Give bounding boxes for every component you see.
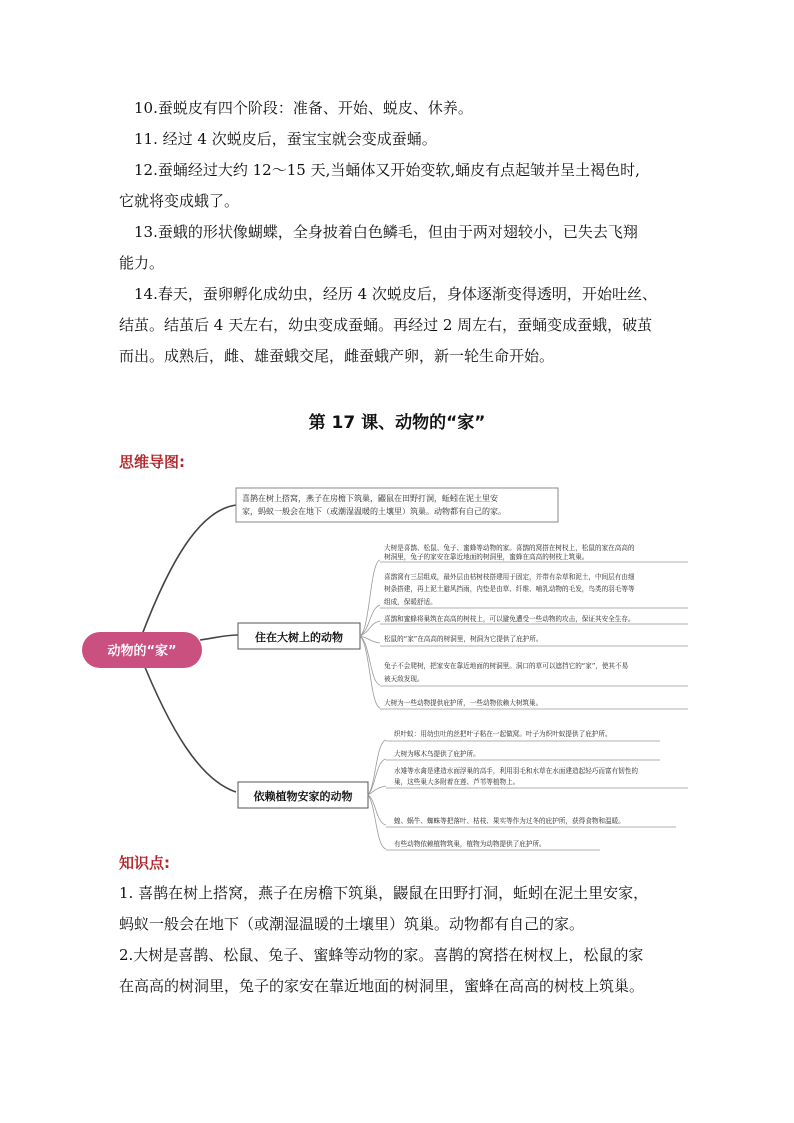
mindmap-heading: 思维导图: xyxy=(119,453,185,471)
top-note-line-1: 喜鹊在树上搭窝，燕子在房檐下筑巢，鼹鼠在田野打洞，蚯蚓在泥土里安 xyxy=(242,494,498,503)
b1-note4-line1: 松鼠的“家”在高高的树洞里，树洞为它提供了庇护所。 xyxy=(384,635,543,643)
b1-note5-line2: 被天敌发现。 xyxy=(384,675,424,683)
connector-branch2 xyxy=(140,655,236,792)
b2-note2-line1: 大树为啄木鸟提供了庇护所。 xyxy=(394,750,480,758)
note-14: 14.春天，蚕卵孵化成幼虫，经历 4 次蜕皮后，身体逐渐变得透明，开始吐丝、 结茧。结茧后 4 天左右，幼虫变成蚕蛹。再经过 2 周左右，蚕蛹变成蚕蛾，破茧 而出。成熟后，雌、雄蚕蛾交尾，雌蚕蛾产卵，新一轮生命开始。 xyxy=(119,285,657,365)
knowledge-point-2: 2.大树是喜鹊、松鼠、兔子、蜜蜂等动物的家。喜鹊的窝搭在树杈上，松鼠的家 在高高的树洞里，兔子的家安在靠近地面的树洞里，蜜蜂在高高的树枝上筑巢。 xyxy=(119,946,645,995)
b2-note4-line1: 蝗、蜗牛、蜘蛛等把落叶、枯枝、果实等作为过冬的庇护所，获得食物和温暖。 xyxy=(394,817,625,825)
branch1-label: 住在大树上的动物 xyxy=(255,631,343,644)
connector-top xyxy=(140,505,236,640)
branch2-connectors xyxy=(368,740,386,849)
b1-note2-line2: 树条搭建，再上泥土避风挡雨，内垫是由草、纤维、哺乳动物的毛发，鸟类的羽毛等等 xyxy=(384,585,635,593)
branch2-notes xyxy=(394,729,640,849)
note-12: 12.蚕蛹经过大约 12～15 天,当蛹体又开始变软,蛹皮有点起皱并呈土褐色时, 它就将变成蛾了。 xyxy=(119,161,640,210)
b2-note3-line1: 水雉等水禽是建造水面浮巢的高手，利用羽毛和水草在水面建造起轻巧而富有韧性的 xyxy=(394,767,638,775)
b2-note5-line1: 有些动物依赖植物筑巢，植物为动物提供了庇护所。 xyxy=(394,840,546,848)
b1-note2-line1: 喜鹊窝有三层组成，最外层由枯树枝搭建用于固定，并带有杂草和泥土，中间层有由细 xyxy=(384,573,635,581)
b1-note1-line2: 树洞里，兔子的家安在靠近地面的树洞里，蜜蜂在高高的树枝上筑巢。 xyxy=(384,553,589,561)
mind-map xyxy=(70,480,730,860)
top-note-line-2: 家，蚂蚁一般会在地下（或潮湿温暖的土壤里）筑巢。动物都有自己的家。 xyxy=(242,507,506,516)
note-11: 11. 经过 4 次蜕皮后，蚕宝宝就会变成蚕蛹。 xyxy=(134,130,437,148)
b1-note3-line1: 喜鹊和蜜蜂将巢筑在高高的树枝上，可以避免遭受一些动物的攻击，保证其安全生存。 xyxy=(384,615,635,623)
note-13: 13.蚕蛾的形状像蝴蝶，全身披着白色鳞毛，但由于两对翅较小，已失去飞翔 能力。 xyxy=(119,223,638,272)
knowledge-heading: 知识点: xyxy=(119,854,170,872)
note-10: 10.蚕蜕皮有四个阶段：准备、开始、蜕皮、休养。 xyxy=(134,99,473,117)
b2-note1-line1: 织叶蚁：用幼虫吐的丝把叶子粘在一起做窝。叶子为织叶蚁提供了庇护所。 xyxy=(394,730,612,738)
knowledge-point-1: 1. 喜鹊在树上搭窝，燕子在房檐下筑巢，鼹鼠在田野打洞，蚯蚓在泥土里安家， 蚂蚁一般会在地下（或潮湿温暖的土壤里）筑巢。动物都有自己的家。 xyxy=(119,884,649,933)
b1-note6-line1: 大树为一些动物提供庇护所，一些动物依赖大树筑巢。 xyxy=(384,699,543,707)
branch2-label: 依赖植物安家的动物 xyxy=(253,790,353,803)
lesson-title: 第 17 课、动物的“家” xyxy=(308,413,486,433)
b1-note5-line1: 兔子不会爬树，把家安在靠近地面的树洞里。洞口的草可以遮挡它的“家”，使其不易 xyxy=(384,662,629,670)
connector-branch1 xyxy=(200,635,238,640)
b2-note3-line2: 巢，这些巢大多附着在莲、芦苇等植物上。 xyxy=(394,778,520,786)
branch1-connectors xyxy=(360,560,380,708)
b1-note2-line3: 组成，保暖舒适。 xyxy=(384,598,437,606)
root-label: 动物的“家” xyxy=(107,644,177,659)
b1-note1-line1: 大树是喜鹊、松鼠、兔子、蜜蜂等动物的家。喜鹊的窝搭在树杈上，松鼠的家在高高的 xyxy=(384,544,635,552)
branch1-notes xyxy=(384,543,637,708)
